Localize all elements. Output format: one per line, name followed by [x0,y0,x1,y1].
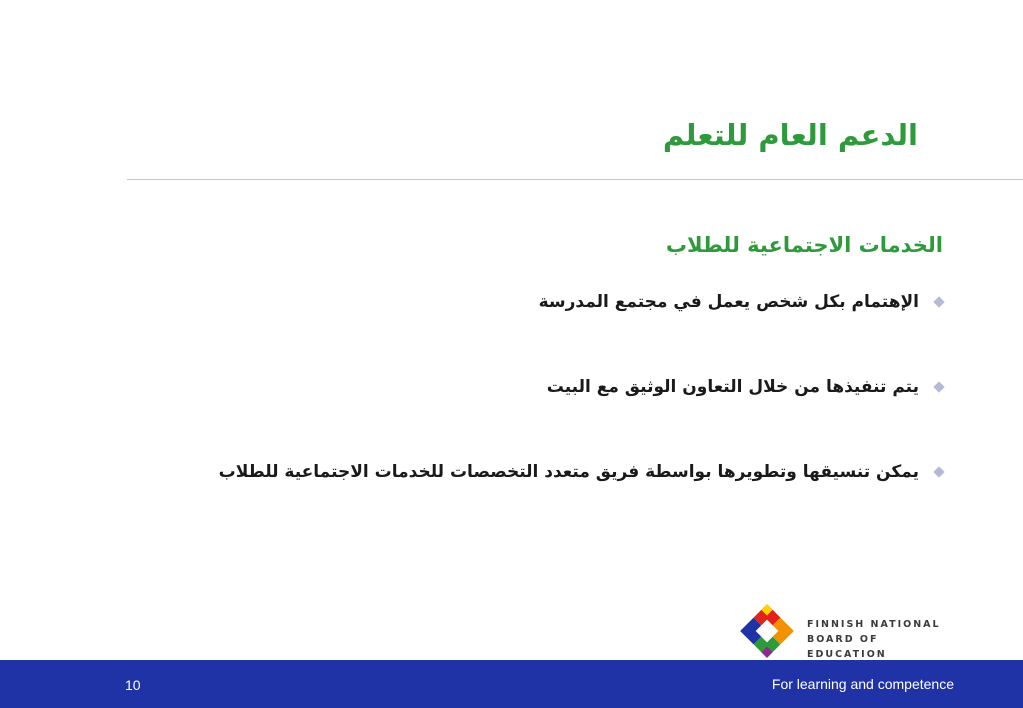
title-divider [127,179,1023,180]
logo-wordmark [807,617,954,662]
bullet-list [183,285,943,540]
diamond-bullet-icon [933,296,944,307]
logo-line-1: FINNISH NATIONAL [807,619,941,630]
bullet-text: يمكن تنسيقها وتطويرها بواسطة فريق متعدد التخصصات للخدمات الاجتماعية للطلاب [218,462,919,482]
logo-line-2: BOARD OF EDUCATION [807,634,887,660]
bullet-item [183,285,943,319]
bullet-item [183,455,943,489]
footer-slogan: For learning and competence [771,676,954,692]
diamond-bullet-icon [933,466,944,477]
diamond-bullet-icon [933,381,944,392]
bullet-text: الإهتمام بكل شخص يعمل في مجتمع المدرسة [538,292,919,312]
section-heading: الخدمات الاجتماعية للطلاب [665,233,943,257]
bullet-text: يتم تنفيذها من خلال التعاون الوثيق مع البيت [546,377,919,397]
slide-title: الدعم العام للتعلم [662,118,918,152]
fnbe-logo [739,603,954,659]
footer-bar [0,660,1023,708]
diamond-logo-icon [739,603,795,659]
page-number: 10 [125,677,141,693]
bullet-item [183,370,943,404]
